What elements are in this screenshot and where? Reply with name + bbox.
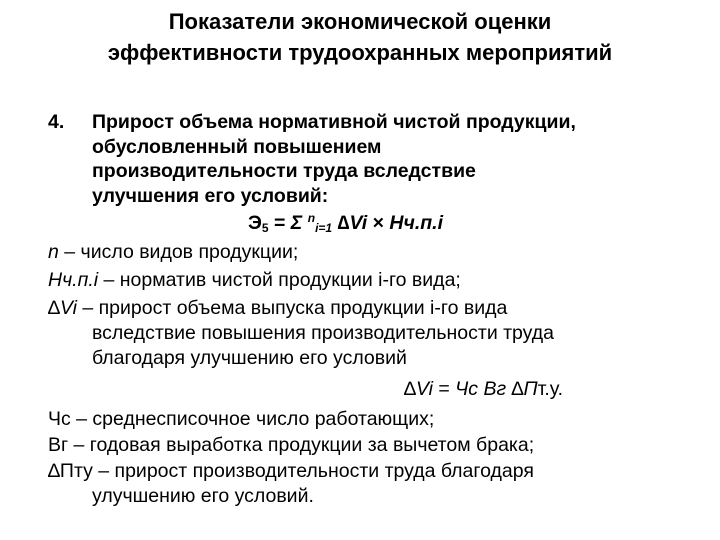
term: Нч.п.i [48,269,99,291]
formula-lhs: Э [248,212,262,234]
title-line-1: Показатели экономической оценки [168,9,552,34]
item-line: производительности труда вследствие [92,160,476,182]
formula-sub: i=1 [315,221,333,235]
delta-symbol: ∆ [48,297,60,319]
formula-times: × [372,212,384,234]
definition-norm [48,268,713,293]
formula-delta-v: ∆Vi [337,212,368,234]
formula-sigma: Σ [290,212,303,234]
formula-delta: ∆ [404,378,416,400]
formula-norm: Нч.п.i [389,212,444,234]
formula-eq: = [432,378,456,400]
item-line: Прирост объема нормативной чистой продукции, [92,111,576,133]
formula-delta-vi [404,378,563,401]
definition-ptu: ∆Пту – прирост производительности труда благодаря [48,460,534,482]
definition-text: – число видов продукции; [58,241,299,263]
formula-vi: Vi [415,378,433,400]
slide-title [20,6,700,68]
formula-e5 [248,211,443,235]
definition-delta-v-cont: благодаря улучшению его условий [92,347,407,369]
formula-tail: т.у. [537,378,563,400]
term: n [48,241,59,263]
formula-lhs-sub: 5 [261,221,269,235]
formula-eq: = [273,212,286,234]
definition-text: – норматив чистой продукции i-го вида; [98,269,461,291]
item-line: обусловленный повышением [92,135,382,158]
title-line-2: эффективности трудоохранных мероприятий [107,40,613,65]
definition-n [48,240,713,265]
definition-vg: Вг – годовая выработка продукции за вычетом брака; [48,434,535,456]
item-number: 4. [48,111,65,133]
definition-delta-v [48,296,713,321]
formula-rhs: Чс Вг [455,378,507,400]
definition-chs: Чс – среднесписочное число работающих; [48,408,435,430]
item-text [92,110,707,208]
definition-delta-v-cont: вследствие повышения производительности труда [92,322,555,344]
definition-ptu-cont: улучшению его условий. [92,485,314,507]
formula-delta2: ∆ [506,378,524,400]
definition-text: – прирост объема выпуска продукции i-го вида [76,297,508,319]
item-line: улучшения его условий: [92,184,329,207]
formula-sup: n [307,211,316,225]
formula-p: П [523,378,538,400]
term: Vi [59,297,77,319]
